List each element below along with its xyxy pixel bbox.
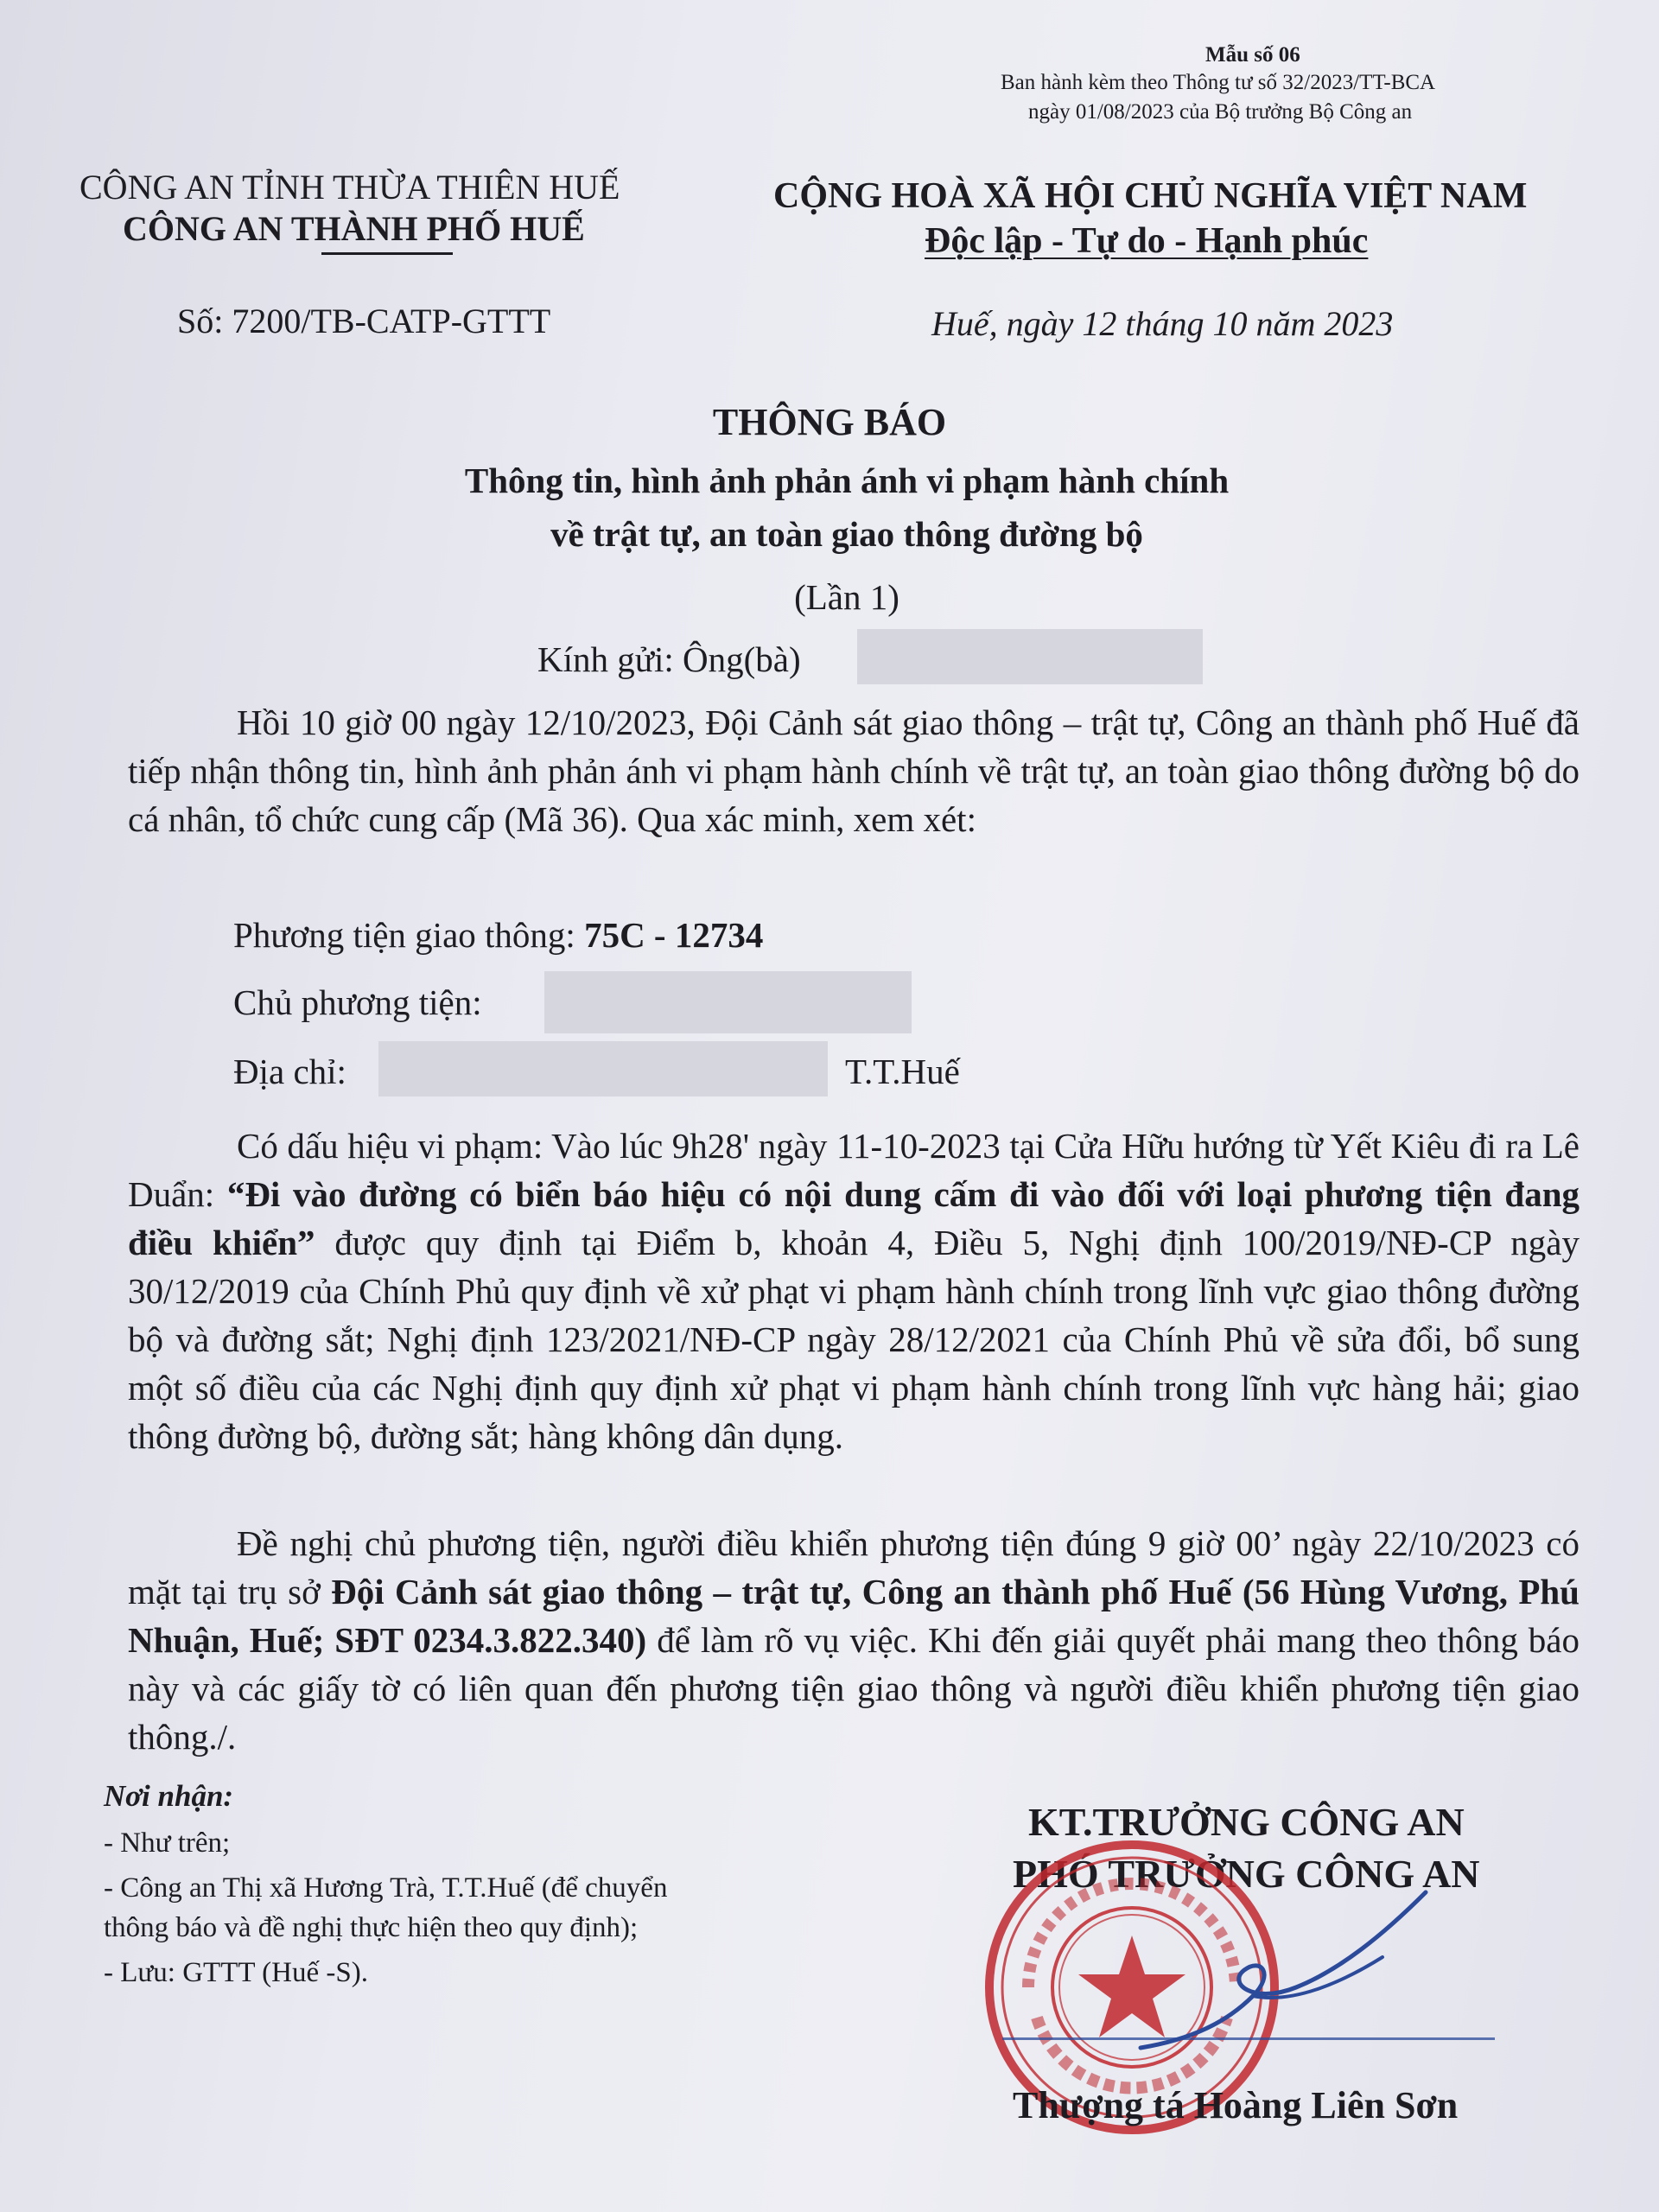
recipient-2-cont: thông báo và đề nghị thực hiện theo quy định); [104,1912,639,1943]
redacted-address [378,1041,828,1096]
violation-text-b: được quy định tại Điểm b, khoản 4, Điều 5, Nghị định 100/2019/NĐ-CP ngày 30/12/2019 của Chính Phủ quy định về xử phạt vi phạm hành chính trong lĩnh vực giao thông đường bộ và đường sắt; Nghị định 123/2021/NĐ-CP ngày 28/12/2021 của Chính Phủ về sửa đổi, bổ sung một số điều của các Nghị định quy định xử phạt vi phạm hành chính trong lĩnh vực hàng hải; giao thông đường bộ, đường sắt; hàng không dân dụng. [128,1223,1580,1456]
document-subtitle-1: Thông tin, hình ảnh phản ánh vi phạm hành chính [464,461,1230,500]
place-date: Huế, ngày 12 tháng 10 năm 2023 [931,304,1394,343]
request-text-b: để làm rõ vụ việc. Khi đến giải quyết phải mang theo thông báo này và các giấy tờ có liên quan đến phương tiện giao thông và người điều khiển phương tiện giao thông./. [128,1620,1580,1757]
recipients-heading: Nơi nhận: [104,1779,234,1813]
document-number: Số: 7200/TB-CATP-GTTT [177,302,551,340]
handwritten-signature [1123,1875,1452,2065]
signature-underline [1002,2037,1495,2040]
document-subtitle-2: về trật tự, an toàn giao thông đường bộ [550,514,1143,554]
paragraph-violation [128,1122,1580,1460]
recipient-2: - Công an Thị xã Hương Trà, T.T.Huế (để chuyển [104,1872,668,1904]
national-motto: Độc lập - Tự do - Hạnh phúc [925,221,1369,261]
signature-title-1: KT.TRƯỞNG CÔNG AN [1028,1800,1465,1844]
violation-description: “Đi vào đường có biển báo hiệu có nội dung cấm đi vào đối với loại phương tiện đang điều khiển” [128,1174,1580,1262]
agency-parent: CÔNG AN TỈNH THỪA THIÊN HUẾ [79,168,620,207]
violation-text-a: Có dấu hiệu vi phạm: Vào lúc 9h28' ngày 11-10-2023 tại Cửa Hữu hướng từ Yết Kiêu đi ra Lê Duẩn: [128,1126,1580,1214]
signer-name: Thượng tá Hoàng Liên Sơn [1013,2084,1459,2126]
redacted-addressee [857,629,1203,684]
address-label: Địa chỉ: [233,1052,346,1091]
signature-title-2: PHÓ TRƯỞNG CÔNG AN [1013,1852,1480,1896]
paragraph-request [128,1519,1580,1761]
owner-label [233,978,482,1027]
form-number: Mẫu số 06 [1205,43,1300,67]
vehicle-plate: 75C - 12734 [584,915,764,955]
vehicle-label: Phương tiện giao thông: [233,915,585,955]
recipient-3: - Lưu: GTTT (Huế -S). [104,1957,368,1988]
form-issued-by: Ban hành kèm theo Thông tư số 32/2023/TT-BCA [1001,71,1436,94]
notice-round: (Lần 1) [794,577,899,617]
request-text-a: Đề nghị chủ phương tiện, người điều khiển phương tiện đúng 9 giờ 00’ ngày 22/10/2023 có mặt tại trụ sở [128,1523,1580,1611]
addressee-label: Kính gửi: Ông(bà) [537,639,801,679]
form-issued-date: ngày 01/08/2023 của Bộ trưởng Bộ Công an [1028,100,1413,124]
agency-name: CÔNG AN THÀNH PHỐ HUẾ [123,209,585,248]
national-name: CỘNG HOÀ XÃ HỘI CHỦ NGHĨA VIỆT NAM [773,176,1528,216]
owner-label-text: Chủ phương tiện: [233,982,482,1022]
agency-underline [321,252,453,255]
request-office: Đội Cảnh sát giao thông – trật tự, Công an thành phố Huế (56 Hùng Vương, Phú Nhuận, Huế; SĐT 0234.3.822.340) [128,1572,1580,1660]
paragraph-intro: Hồi 10 giờ 00 ngày 12/10/2023, Đội Cảnh sát giao thông – trật tự, Công an thành phố Huế đã tiếp nhận thông tin, hình ảnh phản ánh vi phạm hành chính về trật tự, an toàn giao thông đường bộ do cá nhân, tổ chức cung cấp (Mã 36). Qua xác minh, xem xét: [128,702,1580,839]
redacted-owner [544,971,912,1033]
recipient-1: - Như trên; [104,1827,231,1859]
document-title: THÔNG BÁO [712,401,947,443]
vehicle-line [233,911,763,959]
address-suffix: T.T.Huế [845,1052,960,1091]
